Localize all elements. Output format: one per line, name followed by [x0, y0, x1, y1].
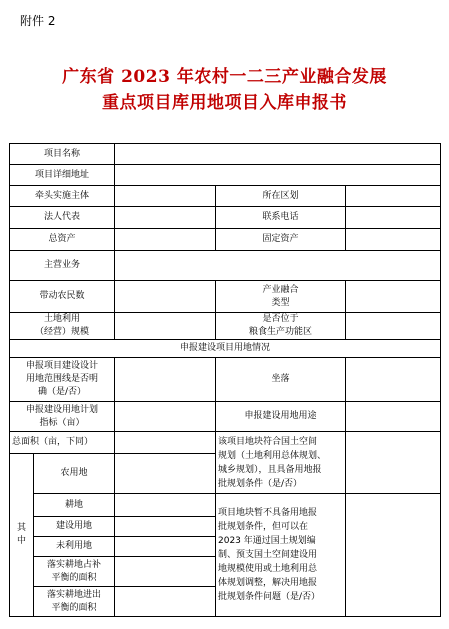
row-project-address: [10, 165, 441, 186]
not-ready-line-2: 批规划条件，但可以在: [218, 522, 309, 532]
field-lead-entity[interactable]: [115, 186, 216, 207]
field-quota[interactable]: [115, 402, 216, 432]
label-legal-rep: 法人代表: [10, 207, 115, 229]
row-legal-rep: [10, 207, 441, 229]
compliance-line-3: 城乡规划），且具备用地报: [218, 464, 322, 475]
row-land-scale: [10, 313, 441, 340]
industry-fusion-type-line-1: 产业融合: [262, 284, 299, 295]
label-project-name: 项目名称: [10, 144, 115, 165]
field-total-assets[interactable]: [115, 229, 216, 251]
land-scale-line-2: （经营）规模: [34, 327, 89, 337]
among-line-2: 中: [16, 536, 26, 546]
compliance-line-2: 规划（土地利用总体规划、: [218, 450, 327, 461]
not-ready-line-3: 2023 年通过国土规划编: [218, 536, 316, 546]
title-line-1: 广东省 2023 年农村一二三产业融合发展: [62, 67, 387, 87]
label-farmers-count: 带动农民数: [10, 281, 115, 313]
label-fixed-assets: 固定资产: [216, 229, 346, 251]
field-location-district[interactable]: [346, 186, 441, 207]
row-main-business: [10, 251, 441, 281]
row-total-area: [10, 432, 441, 454]
supplement-line-1: 落实耕地占补: [46, 559, 101, 570]
redline-question-line-1: 申报项目建设设计: [25, 361, 98, 371]
supplement-line-2: 平衡的面积: [51, 572, 97, 583]
row-farmers-fusion: [10, 281, 441, 313]
field-arable-land[interactable]: [115, 494, 216, 517]
label-in-out: [34, 587, 115, 617]
label-agri-land: 农用地: [34, 454, 115, 494]
row-redline-location: [10, 358, 441, 402]
in-out-line-1: 落实耕地进出: [46, 589, 101, 600]
label-supplement: [34, 557, 115, 587]
in-out-line-2: 平衡的面积: [51, 602, 97, 613]
label-land-use: 申报建设用地用途: [216, 402, 346, 432]
field-location[interactable]: [346, 358, 441, 402]
field-fixed-assets[interactable]: [346, 229, 441, 251]
field-not-ready[interactable]: [346, 494, 441, 617]
application-form-table: [9, 143, 441, 617]
grain-zone-line-1: 是否位于: [262, 314, 299, 324]
field-land-use[interactable]: [346, 402, 441, 432]
not-ready-line-6: 体规划调整，解决用地报: [218, 578, 318, 588]
field-unused-land[interactable]: [115, 537, 216, 557]
not-ready-line-7: 批规划条件问题（是/否）: [218, 592, 321, 602]
label-among: [10, 454, 34, 617]
label-arable-land: 耕地: [34, 494, 115, 517]
row-section-title: [10, 340, 441, 358]
field-land-scale[interactable]: [115, 313, 216, 340]
compliance-line-1: 该项目地块符合国土空间: [218, 436, 318, 447]
land-scale-line-1: 土地利用: [43, 314, 80, 324]
quota-line-1: 申报建设用地计划: [25, 404, 98, 415]
row-assets: [10, 229, 441, 251]
label-compliance: [216, 432, 346, 494]
label-contact-phone: 联系电话: [216, 207, 346, 229]
field-agri-land[interactable]: [115, 454, 216, 494]
field-contact-phone[interactable]: [346, 207, 441, 229]
title-line-2: 重点项目库用地项目入库申报书: [102, 93, 347, 113]
label-grain-zone: [216, 313, 346, 340]
label-main-business: 主营业务: [10, 251, 115, 281]
label-land-scale: [10, 313, 115, 340]
compliance-line-4: 批规划条件（是/否）: [218, 478, 303, 489]
field-legal-rep[interactable]: [115, 207, 216, 229]
field-redline-question[interactable]: [115, 358, 216, 402]
label-not-ready: [216, 494, 346, 617]
row-project-name: [10, 144, 441, 165]
label-unused-land: 未利用地: [34, 537, 115, 557]
field-in-out[interactable]: [115, 587, 216, 617]
redline-question-line-2: 用地范围线是否明: [25, 374, 98, 384]
label-redline-question: [10, 358, 115, 402]
industry-fusion-type-line-2: 类型: [271, 297, 290, 308]
field-project-address[interactable]: [115, 165, 441, 186]
not-ready-line-1: 项目地块暂不具备用地报: [218, 508, 318, 518]
row-arable-land: [10, 494, 441, 517]
not-ready-line-4: 制、预支国土空间建设用: [218, 550, 318, 560]
row-lead-entity: [10, 186, 441, 207]
quota-line-2: 指标（亩）: [39, 417, 85, 428]
field-construction-land[interactable]: [115, 517, 216, 537]
label-total-area: 总面积（亩，下同）: [10, 432, 115, 454]
field-industry-fusion-type[interactable]: [346, 281, 441, 313]
field-farmers-count[interactable]: [115, 281, 216, 313]
field-grain-zone[interactable]: [346, 313, 441, 340]
field-supplement[interactable]: [115, 557, 216, 587]
field-total-area[interactable]: [115, 432, 216, 454]
not-ready-line-5: 地规模使用或土地利用总: [218, 564, 318, 574]
label-location: 坐落: [216, 358, 346, 402]
row-quota-landuse: [10, 402, 441, 432]
label-total-assets: 总资产: [10, 229, 115, 251]
label-quota: [10, 402, 115, 432]
label-location-district: 所在区划: [216, 186, 346, 207]
label-project-address: 项目详细地址: [10, 165, 115, 186]
section-title: 申报建设项目用地情况: [10, 340, 441, 358]
among-line-1: 其: [16, 523, 26, 533]
field-project-name[interactable]: [115, 144, 441, 165]
label-industry-fusion-type: [216, 281, 346, 313]
grain-zone-line-2: 粮食生产功能区: [248, 327, 312, 337]
attachment-label: 附件 2: [20, 14, 56, 28]
redline-question-line-3: 确（是/否）: [37, 387, 87, 397]
field-compliance[interactable]: [346, 432, 441, 494]
field-main-business[interactable]: [115, 251, 441, 281]
label-lead-entity: 牵头实施主体: [10, 186, 115, 207]
label-construction-land: 建设用地: [34, 517, 115, 537]
